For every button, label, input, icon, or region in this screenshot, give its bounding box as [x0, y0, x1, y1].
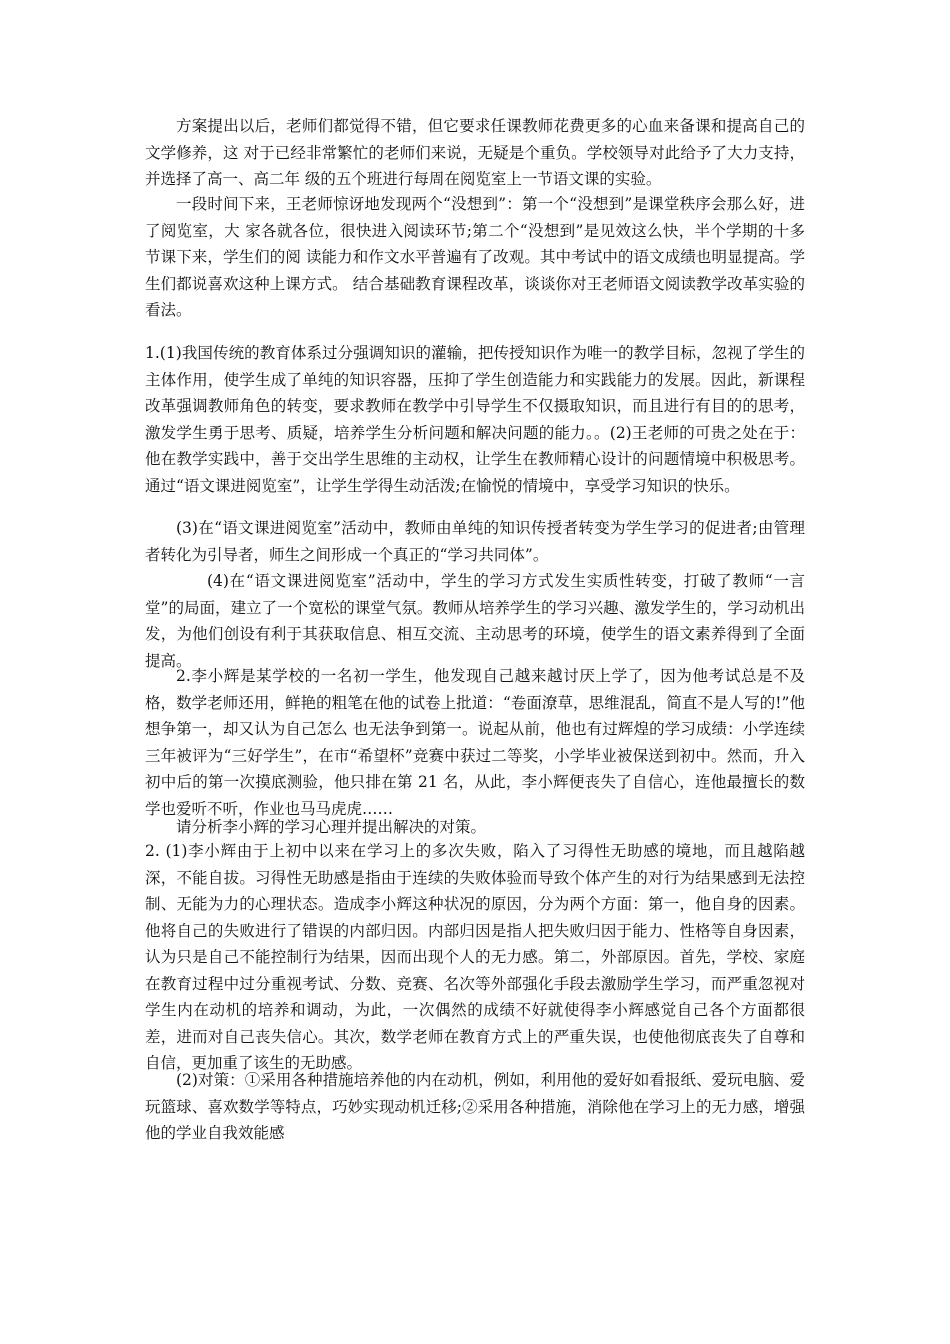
paragraph-question-2: 2.李小辉是某学校的一名初一学生，他发现自己越来越讨厌上学了，因为他考试总是不及格，数学老师还用，鲜艳的粗笔在他的试卷上批道：“卷面潦草，思维混乱，简直不是人写的!”他想争第一，却又认为自己怎么 也无法争到第一。说起从前，他也有过辉煌的学习成绩：小学连续三年被评为“三好学生”，在市“希望杯”竞赛中获过二等奖，小学毕业被保送到初中。然而，升入初中后的第一次摸底测验，他只排在第 21 名，从此，李小辉便丧失了自信心，连他最擅长的数学也爱听不听，作业也马马虎虎……: [145, 667, 805, 818]
paragraph-answer-2-1: 2. (1)李小辉由于上初中以来在学习上的多次失败，陷入了习得性无助感的境地，而且越陷越深，不能自拔。习得性无助感是指由于连续的失败体验而导致个体产生的对行为结果感到无法控制、无能为力的心理状态。造成李小辉这种状况的原因，分为两个方面：第一，他自身的因素。他将自己的失败进行了错误的内部归因。内部归因是指人把失败归因于能力、性格等自身因素，认为只是自己不能控制行为结果，因而出现个人的无力感。第二，外部原因。首先，学校、家庭在教育过程中过分重视考试、分数、竞赛、名次等外部强化手段去激励学生学习，而严重忽视对学生内在动机的培养和调动，为此，一次偶然的成绩不好就使得李小辉感觉自己各个方面都很差，进而对自己丧失信心。其次，数学老师在教育方式上的严重失误，也使他彻底丧失了自尊和自信，更加重了该生的无助感。: [145, 842, 805, 1072]
paragraph-teacher-findings: 一段时间下来，王老师惊讶地发现两个“没想到”：第一个“没想到”是课堂秩序会那么好，进了阅览室，大 家各就各位，很快进入阅读环节;第二个“没想到”是见效这么快，半个学期的十多节课下来，学生们的阅 读能力和作文水平普遍有了改观。其中考试中的语文成绩也明显提高。学生们都说喜欢这种上课方式。 结合基础教育课程改革，谈谈你对王老师语文阅读教学改革实验的看法。: [145, 195, 805, 319]
paragraph-question-2-prompt: 请分析李小辉的学习心理并提出解决的对策。: [176, 818, 487, 836]
paragraph-answer-2-2: (2)对策：①采用各种措施培养他的内在动机，例如，利用他的爱好如看报纸、爱玩电脑、爱玩篮球、喜欢数学等特点，巧妙实现动机迁移;②采用各种措施，消除他在学习上的无力感，增强他的学业自我效能感: [145, 1071, 805, 1142]
paragraph-plan-proposal: 方案提出以后，老师们都觉得不错，但它要求任课教师花费更多的心血来备课和提高自己的文学修养，这 对于已经非常繁忙的老师们来说，无疑是个重负。学校领导对此给予了大力支持，并选择了高一、高二年 级的五个班进行每周在阅览室上一节语文课的实验。: [145, 117, 805, 188]
paragraph-answer-1-3: (3)在“语文课进阅览室”活动中，教师由单纯的知识传授者转变为学生学习的促进者;由管理者转化为引导者，师生之间形成一个真正的“学习共同体”。: [145, 519, 805, 564]
paragraph-answer-1-4: (4)在“语文课进阅览室”活动中，学生的学习方式发生实质性转变，打破了教师“一言堂”的局面，建立了一个宽松的课堂气氛。教师从培养学生的学习兴趣、激发学生的，学习动机出发，为他们创设有利于其获取信息、相互交流、主动思考的环境，使学生的语文素养得到了全面提高。: [145, 572, 805, 670]
paragraph-answer-1: 1.(1)我国传统的教育体系过分强调知识的灌输，把传授知识作为唯一的教学目标，忽视了学生的主体作用，使学生成了单纯的知识容器，压抑了学生创造能力和实践能力的发展。因此，新课程改革强调教师角色的转变，要求教师在教学中引导学生不仅摄取知识，而且进行有目的的思考，激发学生勇于思考、质疑，培养学生分析问题和解决问题的能力。。(2)王老师的可贵之处在于：他在教学实践中，善于交出学生思维的主动权，让学生在教师精心设计的问题情境中积极思考。通过“语文课进阅览室”，让学生学得生动活泼;在愉悦的情境中，享受学习知识的快乐。: [145, 344, 805, 495]
